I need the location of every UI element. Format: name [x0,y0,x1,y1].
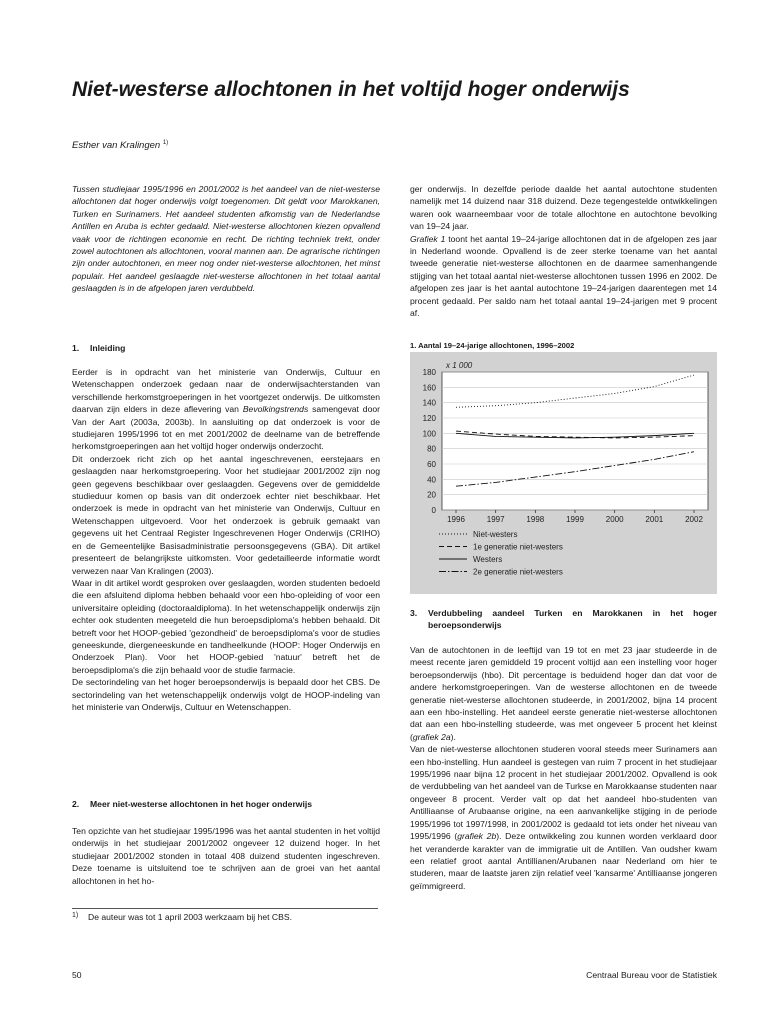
s3p1-text-b: ). [450,731,456,742]
section-1-paragraph-2: Dit onderzoek richt zich op het aantal ingeschrevenen, eerstejaars en geslaagden naar herkomstgroepering. Voor het studiejaar 2001/2002 zijn nog geen gegevens beschikbaar over geslaagden. Gegevens over de gemiddelde studieduur komen op basis van dit onderzoek echter niet beschikbaar. Het onderzoek is mede in opdracht van het ministerie van Onderwijs, Cultuur en Wetenschappen uitgevoerd. Voor het onderzoek is gebruik gemaakt van gegevens uit het Centraal Register Ingeschrevenen Hoger Onderwijs (CRIHO) en de Gemeentelijke Basisadministratie persoonsgegevens (GBA). Dit artikel presenteert de belangrijkste uitkomsten. Voor gedetailleerde informatie wordt verwezen naar Van Kralingen (2003). [72,453,380,576]
article-title: Niet-westerse allochtonen in het voltijd hoger onderwijs [72,78,630,101]
x-tick-label: 2001 [645,515,664,524]
section-3-title: Verdubbeling aandeel Turken en Marokkanen in het hoger beroepsonderwijs [428,608,717,631]
grafiek-2a-ref: grafiek 2a [412,731,451,742]
y-tick-label: 20 [427,490,436,500]
s1p1-text-a: Eerder is in opdracht van het ministerie van Onderwijs, Cultuur en Wetenschappen onderzoek gedaan naar de onderwijsachterstanden van verschillende herkomstgroeperingen in het voortgezet onderwijs. De uitkomsten daarvan zijn elders in deze aflevering van [72,367,380,415]
abstract-text: Tussen studiejaar 1995/1996 en 2001/2002 is het aandeel van de niet-westerse allochtonen dat hoger onderwijs volgt toegenomen. Dit geldt voor Marokkanen, Turken en Surinamers. Het aandeel studenten afkomstig van de Nederlandse Antillen en Aruba is echter gedaald. Niet-westerse allochtonen kiezen opvallend vaak voor de richtingen economie en recht. De richting techniek trekt, onder zowel autochtonen als allochtonen, vooral mannen aan. De agrarische richtingen zijn onder autochtonen, en meer nog onder niet-westerse allochtonen, het minst populair. Het aandeel geslaagde niet-westerse allochtonen in het totaal aantal geslaagden is in de afgelopen jaren verdubbeld. [72,184,380,294]
section-2-heading [72,798,380,810]
grafiek-2b-ref: grafiek 2b [457,831,497,842]
footnote-mark: 1) [72,912,79,919]
y-tick-label: 40 [427,475,436,485]
s3p1-text-a: Van de autochtonen in de leeftijd van 19 tot en met 23 jaar studeerde in de meest recente jaren gemiddeld 19 procent voltijd aan een instelling voor hoger beroepsonderwijs (hbo). Dit percentage is beduidend hoger dan dat voor de andere herkomstgroeperingen. Van de westerse allochtonen en de tweede generatie niet-westerse allochtonen studeerde, in 2001/2002, bijna 14 procent aan een hbo-instelling. Het aandeel eerste generatie niet-westerse allochtonen dat aan een hbo-instelling studeerde, was met ongeveer 5 procent het kleinst ( [410,645,717,742]
s1p1-text-b: samengevat door Van der Aart (2003a, 2003b). In aansluiting op dat onderzoek is voor de studiejaren 1995/1996 tot en met 2001/2002 de deelname van de betreffende herkomstgroeperingen aan het voltijd hoger onderwijs onderzocht. [72,404,380,452]
chart-caption: 1. Aantal 19–24-jarige allochtonen, 1996–2002 [410,341,575,350]
section-1-title: Inleiding [90,343,126,353]
chart-panel [410,352,717,594]
section-3-body [410,644,717,892]
y-tick-label: 60 [427,460,436,469]
section-3-paragraph-2 [410,743,717,892]
section-3-paragraph-1 [410,644,717,743]
y-tick-label: 160 [422,383,436,393]
x-tick-label: 2000 [605,515,624,524]
plot-area [442,372,708,510]
author-footnote-mark: 1) [162,140,169,146]
right-paragraph-1: ger onderwijs. In dezelfde periode daalde het aantal autochtone studenten namelijk met 14 duizend naar 318 duizend. Deze tegengestelde ontwikkelingen waren ook waarneembaar voor de totale allochtone en autochtone bevolking van 19–24 jaar. [410,184,717,232]
y-tick-label: 180 [422,368,436,377]
right-paragraph-2 [410,233,717,320]
legend-label: 1e generatie niet-westers [473,542,563,552]
section-1-paragraph-1 [72,366,380,453]
publisher: Centraal Bureau voor de Statistiek [586,970,717,980]
section-2-number: 2. [72,799,80,809]
author-name: Esther van Kralingen [72,140,161,152]
section-3-number: 3. [410,608,418,618]
section-3-heading [410,607,717,632]
footnote [72,912,378,922]
s3p2-text-b: ). Deze ontwikkeling zou kunnen worden verklaard door het veranderde karakter van de immigratie uit de Antillen. Van oudsher kwam een relatief groot aantal Antillianen/Arubanen naar Nederland om hier te studeren, maar de laatste jaren zijn relatief veel 'kansarme' Antilliaanse jongeren geïmmigreerd. [410,831,717,891]
right-paragraph-2-text: toont het aantal 19–24-jarige allochtonen dat in de afgelopen zes jaar in Nederland woonde. Opvallend is de zeer sterke toename van het aantal tweede generatie niet-westerse allochtonen en de daarmee samenhangende stijging van het totaal aantal niet-westerse allochtonen tussen 1996 en 2002. De afgelopen zes jaar is het aantal autochtone 19–24-jarigen daarentegen met 14 procent gedaald. Per saldo nam het totaal aantal 19–24-jarigen met 9 procent af. [410,233,717,319]
footnote-divider [72,908,378,909]
s3p2-text-a: Van de niet-westerse allochtonen studeren vooral steeds meer Surinamers aan een hbo-instelling. Hun aandeel is gestegen van ruim 7 procent in het studiejaar 1995/1996 naar bijna 12 procent in het studiejaar 2001/2002. Opvallend is ook de verdubbeling van het aandeel van de Turkse en Marokkaanse studenten naar ongeveer 8 procent. Verder valt op dat het aandeel hbo-studenten van Antilliaanse of Arubaanse origine, na een aanvankelijke stijging in de periode 1995/1996 tot 1997/1998, in 2001/2002 is gedaald tot iets onder het niveau van 1995/1996 ( [410,744,717,842]
abstract [72,183,380,295]
y-tick-label: 100 [422,429,436,439]
legend-label: Niet-westers [473,530,518,539]
line-chart [410,352,717,594]
legend-label: 2e generatie niet-westers [473,567,563,577]
x-tick-label: 1999 [566,515,584,524]
x-tick-label: 1996 [447,515,465,524]
section-1-number: 1. [72,343,80,353]
section-2-title: Meer niet-westerse allochtonen in het hoger onderwijs [90,799,313,809]
right-top-text [410,183,717,319]
section-2-body [72,825,380,887]
s1p1-italic: Bevolkingstrends [242,404,309,415]
y-tick-label: 120 [422,414,436,423]
section-1-paragraph-3: Waar in dit artikel wordt gesproken over geslaagden, worden studenten bedoeld die een afsluitend diploma hebben behaald voor een hbo-opleiding of voor een universitaire opleiding (doctoraaldiploma). In het wetenschappelijk onderwijs zijn echter ook studenten meegeteld die hun beroepsdiploma's hebben behaald. Dit betreft voor het HOOP-gebied 'gezondheid' de beroepsdiploma's voor de studies geneeskunde, diergeneeskunde en tandheelkunde (HOOP: Hoger Onderwijs en Onderzoek Plan). Voor het HOOP-gebied 'natuur' betreft het de beroepsdiploma's die zijn behaald voor de studie farmacie. [72,577,380,675]
section-2 [72,798,380,810]
author-line [72,140,168,151]
x-tick-label: 1998 [526,515,545,524]
section-1-paragraph-4: De sectorindeling van het hoger beroepsonderwijs is bepaald door het CBS. De sectorindeling van het wetenschappelijk onderwijs volgt de HOOP-indeling van het ministerie van Onderwijs, Cultuur en Wetenschappen. [72,677,380,712]
y-tick-label: 140 [422,398,436,408]
unit-label: x 1 000 [446,361,473,370]
footnote-text: De auteur was tot 1 april 2003 werkzaam bij het CBS. [88,912,292,922]
legend-label: Westers [473,555,503,564]
section-1-body [72,366,380,713]
section-1 [72,342,380,354]
grafiek-1-ref: Grafiek 1 [410,233,446,244]
x-tick-label: 2002 [685,515,703,524]
x-tick-label: 1997 [486,515,505,524]
section-2-paragraph-1: Ten opzichte van het studiejaar 1995/1996 was het aantal studenten in het voltijd onderwijs in het studiejaar 2001/2002 ongeveer 12 duizend hoger. In het studiejaar 2001/2002 stonden in totaal 408 duizend studenten ingeschreven. Deze toename is uitsluitend toe te schrijven aan de groei van het aantal allochtonen in het ho- [72,826,380,886]
y-tick-label: 0 [431,506,436,515]
section-1-heading [72,342,380,354]
y-tick-label: 80 [427,444,436,454]
section-3 [410,607,717,632]
page-number: 50 [72,970,82,980]
